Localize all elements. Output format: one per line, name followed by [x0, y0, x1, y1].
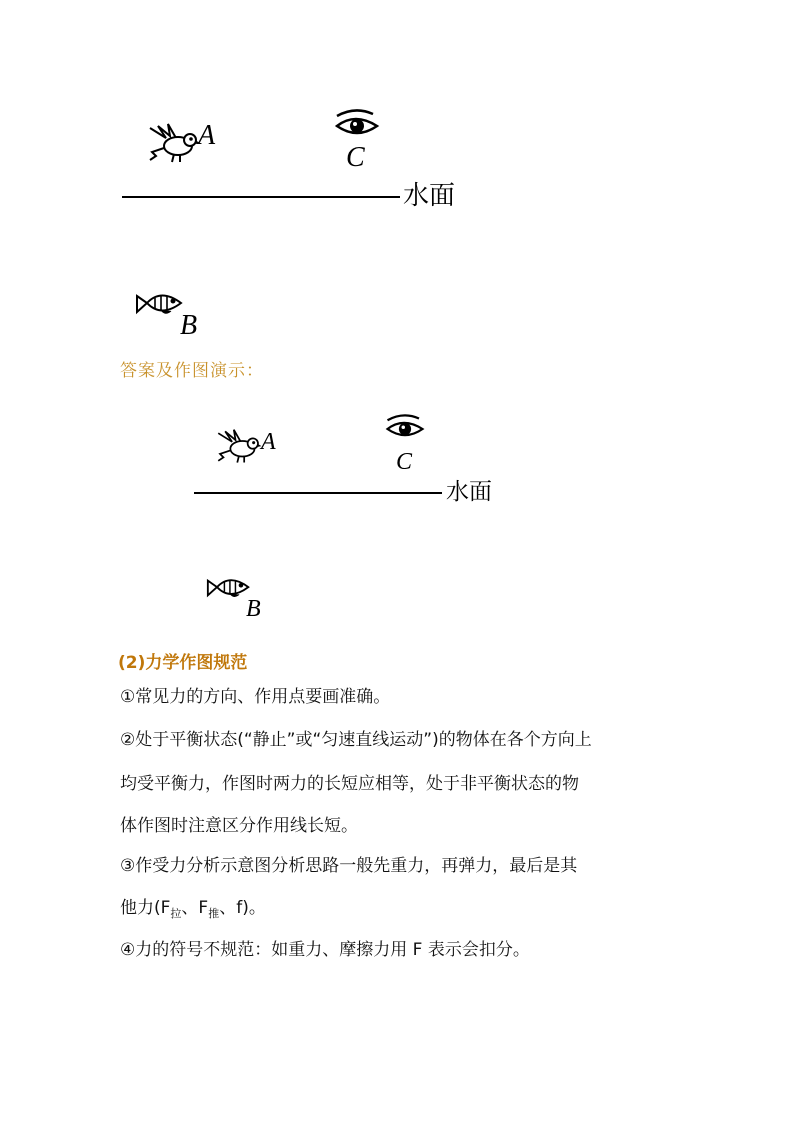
- subscript-la: 拉: [170, 907, 182, 920]
- label-a: A: [261, 429, 276, 455]
- answer-caption: 答案及作图演示：: [120, 361, 264, 381]
- item-1: ①常见力的方向、作用点要画准确。: [120, 687, 391, 707]
- section-title: (2)力学作图规范: [118, 653, 248, 673]
- label-b: B: [180, 310, 198, 341]
- item-3-mid: 、F: [181, 898, 209, 918]
- label-c: C: [396, 449, 413, 475]
- item-3-line-2: [120, 898, 266, 920]
- water-label: 水面: [446, 479, 492, 505]
- item-2-line-1: ②处于平衡状态(“静止”或“匀速直线运动”)的物体在各个方向上: [120, 730, 592, 750]
- eye-icon: [384, 413, 426, 445]
- item-3-suffix: 、f)。: [219, 898, 266, 918]
- subscript-tui: 推: [208, 907, 220, 920]
- item-3-line-1: ③作受力分析示意图分析思路一般先重力，再弹力，最后是其: [120, 856, 578, 876]
- item-2-line-3: 体作图时注意区分作用线长短。: [120, 816, 358, 836]
- eye-icon: [333, 108, 381, 144]
- bird-icon: [216, 428, 262, 466]
- label-a: A: [198, 120, 216, 151]
- fish-icon: [135, 290, 185, 318]
- item-4: ④力的符号不规范：如重力、摩擦力用 F 表示会扣分。: [120, 940, 530, 960]
- bird-icon: [148, 122, 200, 166]
- water-label: 水面: [403, 181, 456, 211]
- water-line: [122, 196, 400, 198]
- label-c: C: [346, 142, 365, 173]
- label-b: B: [246, 596, 261, 622]
- water-line: [194, 492, 442, 494]
- item-3-prefix: 他力(F: [120, 898, 171, 918]
- item-2-line-2: 均受平衡力，作图时两力的长短应相等，处于非平衡状态的物: [120, 774, 579, 794]
